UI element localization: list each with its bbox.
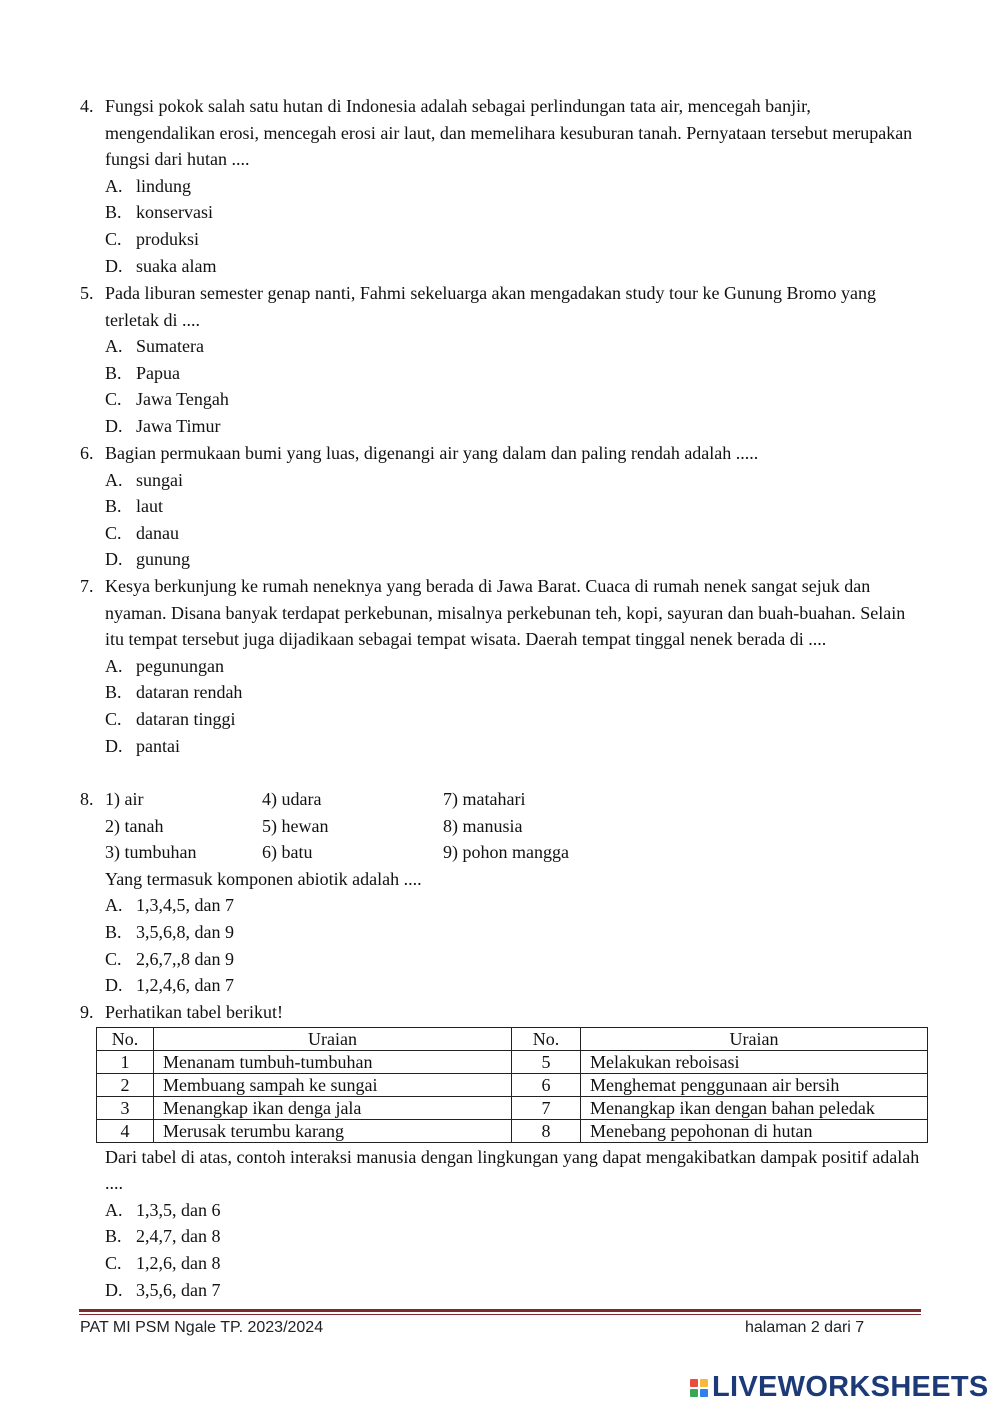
component-item: 7) matahari (443, 789, 526, 809)
option-d[interactable] (105, 413, 920, 440)
option-text: laut (136, 496, 163, 517)
option-letter: D. (105, 549, 123, 570)
question-stem: Fungsi pokok salah satu hutan di Indonesia adalah sebagai perlindungan tata air, mencegah banjir, mengendalikan erosi, mencegah erosi air laut, dan memelihara kesuburan tanah. Pernyataan tersebut merupakan fungsi dari hutan .... (105, 96, 913, 170)
question-number: 4. (80, 96, 94, 116)
option-letter: C. (105, 522, 122, 543)
option-text: 2,4,7, dan 8 (136, 1226, 221, 1247)
option-text: 1,3,4,5, dan 7 (136, 895, 234, 916)
option-letter: A. (105, 1199, 123, 1220)
footer-divider (79, 1309, 921, 1312)
question-number: 9. (80, 1002, 94, 1022)
option-c[interactable] (105, 386, 920, 413)
option-letter: A. (105, 469, 123, 490)
component-item: 2) tanah (105, 815, 164, 836)
option-text: pegunungan (136, 655, 224, 676)
option-text: Papua (136, 362, 180, 383)
option-letter: D. (105, 975, 123, 996)
option-letter: D. (105, 1279, 123, 1300)
logo-square (690, 1379, 698, 1387)
component-item: 4) udara (262, 789, 322, 809)
option-letter: A. (105, 895, 123, 916)
option-d[interactable] (105, 972, 920, 999)
table-cell: 3 (97, 1096, 154, 1119)
option-a[interactable] (105, 653, 920, 680)
table-cell: 5 (512, 1050, 581, 1073)
option-letter: C. (105, 228, 122, 249)
brand-name: LIVEWORKSHEETS (712, 1371, 989, 1403)
option-text: pantai (136, 735, 180, 756)
option-text: konservasi (136, 202, 213, 223)
question-stem: Kesya berkunjung ke rumah neneknya yang berada di Jawa Barat. Cuaca di rumah nenek sangat sejuk dan nyaman. Disana banyak terdapat perkebunan, misalnya perkebunan teh, kopi, sayuran dan buah-buahan. Selain itu tempat tersebut juga dijadikaan sebagai tempat wisata. Daerah tempat tinggal nenek berada di .... (105, 576, 906, 650)
option-letter: B. (105, 1226, 122, 1247)
option-letter: C. (105, 708, 122, 729)
table-cell: Menanam tumbuh-tumbuhan (154, 1050, 512, 1073)
option-letter: C. (105, 948, 122, 969)
option-a[interactable] (105, 467, 920, 494)
question-number: 5. (80, 283, 94, 303)
option-text: Sumatera (136, 336, 204, 357)
table-row (97, 1096, 928, 1119)
component-item: 5) hewan (262, 815, 329, 836)
table-cell: Menghemat penggunaan air bersih (581, 1073, 928, 1096)
question-4 (80, 93, 920, 279)
option-text: 3,5,6,8, dan 9 (136, 921, 234, 942)
option-c[interactable] (105, 226, 920, 253)
question-number: 8. (80, 789, 94, 809)
table-cell: 1 (97, 1050, 154, 1073)
option-b[interactable] (105, 493, 920, 520)
option-letter: A. (105, 175, 123, 196)
option-letter: A. (105, 655, 123, 676)
liveworksheets-logo-icon (690, 1379, 708, 1397)
table-cell: 8 (512, 1119, 581, 1142)
option-a[interactable] (105, 1197, 920, 1224)
option-letter: D. (105, 255, 123, 276)
question-stem: Bagian permukaan bumi yang luas, digenangi air yang dalam dan paling rendah adalah ..... (105, 443, 759, 463)
option-c[interactable] (105, 946, 920, 973)
question-stem: Yang termasuk komponen abiotik adalah .... (105, 868, 422, 889)
option-text: Jawa Tengah (136, 389, 229, 410)
question-8 (80, 786, 920, 999)
option-letter: D. (105, 415, 123, 436)
option-b[interactable] (105, 919, 920, 946)
option-text: sungai (136, 469, 183, 490)
activity-table (96, 1027, 928, 1143)
option-c[interactable] (105, 1250, 920, 1277)
question-5 (80, 280, 920, 440)
table-cell: Menangkap ikan dengan bahan peledak (581, 1096, 928, 1119)
option-c[interactable] (105, 520, 920, 547)
option-letter: B. (105, 202, 122, 223)
table-row (97, 1073, 928, 1096)
option-b[interactable] (105, 199, 920, 226)
question-number: 6. (80, 443, 94, 463)
option-letter: B. (105, 682, 122, 703)
option-letter: B. (105, 496, 122, 517)
component-item: 3) tumbuhan (105, 842, 197, 863)
table-cell: Menangkap ikan denga jala (154, 1096, 512, 1119)
question-intro: Perhatikan tabel berikut! (105, 1002, 283, 1022)
table-header-row (97, 1027, 928, 1050)
option-b[interactable] (105, 360, 920, 387)
component-item: 8) manusia (443, 815, 523, 836)
table-cell: Merusak terumbu karang (154, 1119, 512, 1142)
option-b[interactable] (105, 1223, 920, 1250)
table-cell: 7 (512, 1096, 581, 1119)
component-item: 9) pohon mangga (443, 842, 569, 863)
option-text: 1,2,6, dan 8 (136, 1252, 221, 1273)
table-cell: 4 (97, 1119, 154, 1142)
question-9 (80, 999, 920, 1303)
table-row (97, 1050, 928, 1073)
table-cell: Melakukan reboisasi (581, 1050, 928, 1073)
question-6 (80, 440, 920, 573)
logo-square (700, 1389, 708, 1397)
logo-square (700, 1379, 708, 1387)
question-number: 7. (80, 576, 94, 596)
option-d[interactable] (105, 253, 920, 280)
table-header: Uraian (581, 1027, 928, 1050)
liveworksheets-brand[interactable] (690, 1371, 989, 1404)
option-text: suaka alam (136, 255, 217, 276)
option-letter: B. (105, 921, 122, 942)
option-text: dataran tinggi (136, 708, 236, 729)
option-a[interactable] (105, 173, 920, 200)
option-text: 2,6,7,,8 dan 9 (136, 948, 234, 969)
option-text: danau (136, 522, 179, 543)
logo-square (690, 1389, 698, 1397)
component-item: 1) air (105, 789, 144, 809)
footer-exam-label: PAT MI PSM Ngale TP. 2023/2024 (80, 1319, 324, 1336)
question-stem: Pada liburan semester genap nanti, Fahmi sekeluarga akan mengadakan study tour ke Gunung Bromo yang terletak di .... (105, 283, 876, 330)
footer-divider-thin (79, 1314, 921, 1315)
component-item: 6) batu (262, 842, 313, 863)
table-row (97, 1119, 928, 1142)
option-text: produksi (136, 228, 199, 249)
option-letter: D. (105, 735, 123, 756)
option-letter: B. (105, 362, 122, 383)
option-text: 1,3,5, dan 6 (136, 1199, 221, 1220)
option-a[interactable] (105, 892, 920, 919)
component-list (105, 786, 920, 866)
option-letter: A. (105, 336, 123, 357)
footer-page-number: halaman 2 dari 7 (745, 1319, 865, 1336)
option-text: Jawa Timur (136, 415, 221, 436)
option-d[interactable] (105, 546, 920, 573)
option-letter: C. (105, 389, 122, 410)
option-d[interactable] (105, 733, 920, 760)
question-stem: Dari tabel di atas, contoh interaksi manusia dengan lingkungan yang dapat mengakibatkan dampak positif adalah .... (105, 1146, 920, 1194)
table-cell: 6 (512, 1073, 581, 1096)
option-text: gunung (136, 549, 190, 570)
question-7 (80, 573, 920, 759)
option-c[interactable] (105, 706, 920, 733)
option-a[interactable] (105, 333, 920, 360)
table-cell: Membuang sampah ke sungai (154, 1073, 512, 1096)
table-header: No. (512, 1027, 581, 1050)
table-header: Uraian (154, 1027, 512, 1050)
option-text: lindung (136, 175, 192, 196)
option-text: dataran rendah (136, 682, 243, 703)
option-b[interactable] (105, 679, 920, 706)
option-text: 1,2,4,6, dan 7 (136, 975, 234, 996)
option-text: 3,5,6, dan 7 (136, 1279, 221, 1300)
table-cell: Menebang pepohonan di hutan (581, 1119, 928, 1142)
table-cell: 2 (97, 1073, 154, 1096)
option-letter: C. (105, 1252, 122, 1273)
option-d[interactable] (105, 1277, 920, 1304)
table-header: No. (97, 1027, 154, 1050)
